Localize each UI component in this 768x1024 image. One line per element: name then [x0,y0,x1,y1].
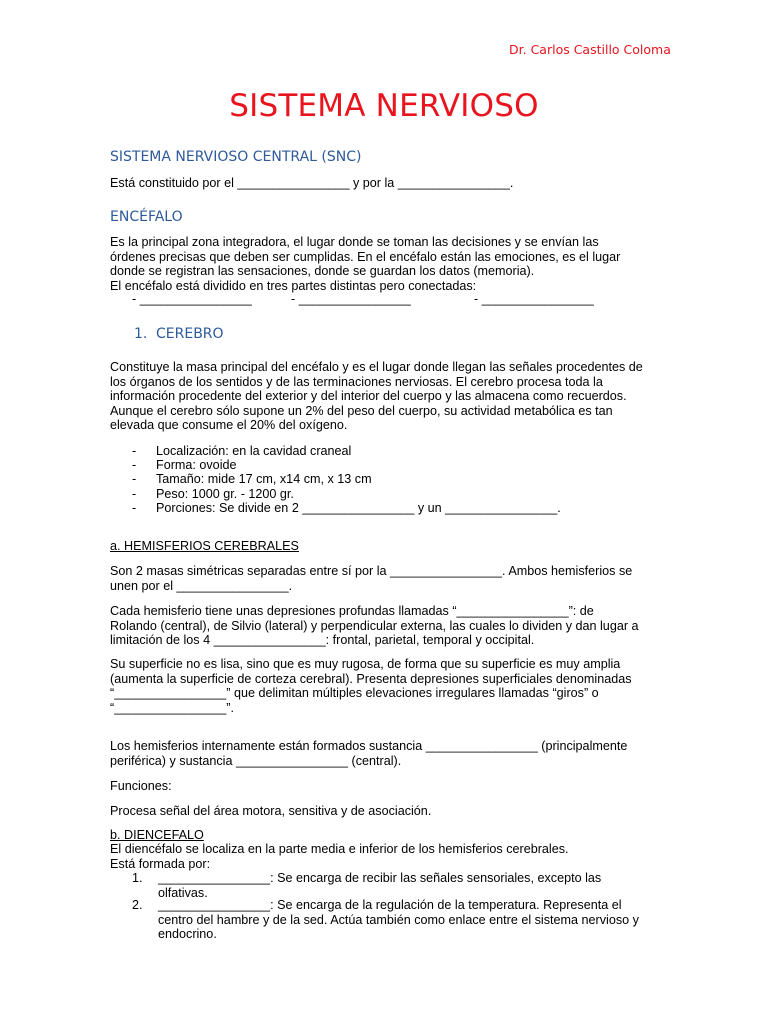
bullet-item: Localización: en la cavidad craneal [156,444,352,458]
page-title: SISTEMA NERVIOSO [229,88,539,124]
hemisferios-p2 [110,604,660,648]
hemisferios-p1 [110,564,660,593]
text-line: Rolando (central), de Silvio (lateral) y perpendicular externa, las cuales lo dividen y dan lugar a [110,618,639,633]
text-line: “________________” que delimitan múltiples elevaciones irregulares llamadas “giros” o [110,686,599,700]
hemisferios-p3 [110,657,660,715]
diencefalo-item-2 [158,898,658,942]
bullet-marker: - [132,486,137,501]
heading-diencefalo: b. DIENCEFALO [110,828,204,842]
list-number: 1. [132,871,143,885]
heading-encefalo: ENCÉFALO [110,209,183,225]
text-line: unen por el ________________. [110,578,293,593]
text-line: elevada que consume el 20% del oxígeno. [110,418,348,432]
text-line: ________________: Se encarga de recibir las señales sensoriales, excepto las [158,871,602,885]
bullet-item: Forma: ovoide [156,458,237,473]
encefalo-blank-2: - ________________ [291,292,411,306]
text-line: información procedente del exterior y del interior del cuerpo y las almacena como recuerdos. [110,389,627,403]
text-line: (aumenta la superficie de corteza cerebral). Presenta depresiones superficiales denominadas [110,671,632,686]
text-line: Los hemisferios internamente están formados sustancia ________________ (principalmente [110,739,628,753]
text-line: Aunque el cerebro sólo supone un 2% del peso del cuerpo, su actividad metabólica es tan [110,403,613,418]
snc-text: Está constituido por el ________________ y por la ________________. [110,176,514,190]
text-line: limitación de los 4 ________________: frontal, parietal, temporal y occipital. [110,633,535,647]
bullet-marker: - [132,472,137,487]
text-line: olfativas. [158,885,208,900]
list-number: 2. [132,898,143,912]
cerebro-number: 1. [134,326,148,342]
encefalo-blank-3: - ________________ [474,292,594,306]
bullet-item: Porciones: Se divide en 2 ________________ y un ________________. [156,500,561,515]
text-line: Son 2 masas simétricas separadas entre sí por la ________________. Ambos hemisferios se [110,564,633,578]
bullet-item: Peso: 1000 gr. - 1200 gr. [156,486,294,501]
text-line: Cada hemisferio tiene unas depresiones profundas llamadas “________________”: de [110,604,594,618]
diencefalo-paragraph [110,842,660,871]
text-line: Es la principal zona integradora, el lugar donde se toman las decisiones y se envían las [110,235,599,249]
heading-cerebro: CEREBRO [156,326,224,342]
encefalo-blank-1: - ________________ [132,292,252,306]
bullet-item: Tamaño: mide 17 cm, x14 cm, x 13 cm [156,472,372,487]
text-line: El diencéfalo se localiza en la parte media e inferior de los hemisferios cerebrales. [110,842,569,856]
text-line: Su superficie no es lisa, sino que es muy rugosa, de forma que su superficie es muy amplia [110,657,621,671]
diencefalo-item-1 [158,871,658,900]
heading-hemisferios: a. HEMISFERIOS CEREBRALES [110,539,299,553]
text-line: El encéfalo está dividido en tres partes distintas pero conectadas: [110,278,477,293]
text-line: los órganos de los sentidos y de las terminaciones nerviosas. El cerebro procesa toda la [110,374,603,389]
bullet-marker: - [132,500,137,515]
cerebro-paragraph [110,360,660,433]
text-line: centro del hambre y de la sed. Actúa también como enlace entre el sistema nervioso y [158,912,639,927]
text-line: donde se registran las sensaciones, donde se guardan los datos (memoria). [110,264,535,278]
text-line: órdenes precisas que deben ser cumplidas. En el encéfalo están las emociones, es el lugar [110,249,621,264]
text-line: periférica) y sustancia ________________ (central). [110,753,402,768]
hemisferios-p4 [110,739,660,768]
text-line: Constituye la masa principal del encéfalo y es el lugar donde llegan las señales procedentes de [110,360,643,374]
bullet-marker: - [132,458,137,473]
funciones-label: Funciones: [110,779,172,793]
funciones-text: Procesa señal del área motora, sensitiva y de asociación. [110,804,432,818]
author-name: Dr. Carlos Castillo Coloma [509,42,671,57]
encefalo-paragraph [110,235,660,293]
bullet-marker: - [132,444,137,458]
text-line: ________________: Se encarga de la regulación de la temperatura. Representa el [158,898,622,912]
text-line: Está formada por: [110,856,211,871]
heading-snc: SISTEMA NERVIOSO CENTRAL (SNC) [110,149,362,165]
text-line: endocrino. [158,927,217,941]
text-line: “________________”. [110,700,234,715]
